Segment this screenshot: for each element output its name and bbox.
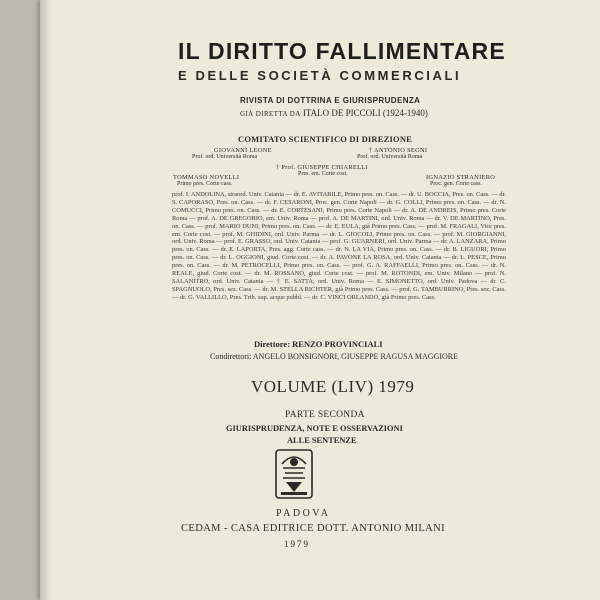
publisher-emblem-icon	[274, 448, 314, 500]
committee-member	[426, 174, 495, 188]
former-director-prefix: GIÀ DIRETTA DA	[240, 110, 301, 118]
contributors-list: prof. I. ANDOLINA, straord. Univ. Catania — dr. E. AVITABILE, Primo pres. on. Cass. — dr. U. BOCCIA, Pres. on. Cass. — dr. S. CAPORASO, Pres. on. Cass. — dr. F. CESARONI, Proc. gen. Corte Napoli — dr. G. COLLI, Primo pres. on. Cass. — dr. N. COMUCCI, Primo pres. on. Cass. — dr. E. CORTESANI, Primo pres. Corte Napoli — dr. A. DE ANDREIS, Primo pres. Corte Roma — prof. A. DE GREGORIO, em. Univ. Roma — prof. A. DE MARTINI, ord. Univ. Roma — dr. V. DE MARTINO, Pres. on. Cass. — prof. MARIO DUNI, Primo pres. on. Cass. — dr. E. EULA, già Primo pres. Cass. — prof. M. FRAGALI, Vice pres. em. Corte cost. — prof. M. GHIDINI, ord. Univ. Parma — dr. L. GIOCOLI, Primo pres. on. Cass. — prof. M. GIORGIANNI, ord. Univ. Roma — prof. E. GRASSO, ord. Univ. Catania — prof. G. GUARNERI, ord. Univ. Parma — dr. A. LANZARA, Primo pres. on. Cass. — dr. E. LAPORTA, Pres. agg. Corte cass. — dr. N. LA VIA, Primo pres. on. Cass. — dr. B. LIGUORI, Primo pres. on. Cass. — dr. L. OGGIONI, giud. Corte cost. — dr. A. PAVONE LA ROSA, ord. Univ. Catania — dr. L. PESCE, Primo pres. on. Cass. — dr. M. PETROCELLI, Primo pres. on. Cass. — prof. G. A. RAFFAELLI, Primo pres. on. Cass. — dr. N. REALE, giud. Corte cost. — dr. M. ROSSANO, giud. Corte cost. — prof. M. ROTONDI, em. Univ. Milano — prof. N. SALANITRO, ord. Univ. Catania — † E. SATTA, ord. Univ. Roma — E. SIMONETTO, ord. Univ. Padova — dr. C. SPAGNUOLO, Pres. sez. Cass. — dr. M. STELLA RICHTER, già Primo pres. Cass. — prof. G. TAMBURRINO, Pres. sez. Cass. — dr. G. VALLILLO, Pres. Trib. sup. acque pubbl. — dr. C. VINCI ORLANDO, già Primo pres. Cass.	[172, 191, 506, 301]
committee-member	[276, 164, 368, 178]
member-name: TOMMASO NOVELLI	[173, 174, 240, 181]
co-directors-line: Condirettori: ANGELO BONSIGNORI, GIUSEPPE RAGUSA MAGGIORE	[210, 352, 459, 361]
journal-description: RIVISTA DI DOTTRINA E GIURISPRUDENZA	[240, 96, 421, 105]
section-title-line-1: GIURISPRUDENZA, NOTE E OSSERVAZIONI	[226, 424, 403, 433]
journal-title: IL DIRITTO FALLIMENTARE	[178, 38, 506, 64]
former-director-name: ITALO DE PICCOLI (1924-1940)	[302, 108, 428, 118]
former-director-line	[240, 108, 428, 118]
journal-subtitle: E DELLE SOCIETÀ COMMERCIALI	[178, 68, 462, 83]
member-name: † ANTONIO SEGNI	[369, 147, 428, 154]
committee-heading: COMITATO SCIENTIFICO DI DIREZIONE	[238, 134, 413, 144]
member-role: Pres. em. Corte cost.	[298, 171, 348, 177]
committee-member	[173, 174, 239, 188]
member-role: Primo pres. Corte cass.	[177, 181, 233, 187]
member-role: Prof. ord. Università Roma	[192, 154, 258, 160]
member-name: † Prof. GIUSEPPE CHIARELLI	[276, 164, 368, 171]
member-role: Proc. gen. Corte cass.	[430, 181, 482, 187]
committee-member	[192, 147, 272, 161]
publisher-name: CEDAM - CASA EDITRICE DOTT. ANTONIO MILANI	[181, 523, 446, 534]
member-name: IGNAZIO STRANIERO	[426, 174, 496, 181]
book-title-page	[40, 0, 600, 600]
part-label: PARTE SECONDA	[285, 410, 365, 420]
publisher-city: PADOVA	[276, 508, 331, 519]
page-gutter-shadow	[40, 0, 52, 600]
volume-label: VOLUME (LIV) 1979	[251, 377, 415, 396]
director-line: Direttore: RENZO PROVINCIALI	[254, 339, 383, 349]
section-title-line-2: ALLE SENTENZE	[287, 436, 357, 445]
publication-year: 1979	[284, 539, 310, 549]
member-name: GIOVANNI LEONE	[214, 147, 272, 154]
committee-member	[357, 147, 427, 161]
member-role: Prof. ord. Università Roma	[357, 154, 423, 160]
